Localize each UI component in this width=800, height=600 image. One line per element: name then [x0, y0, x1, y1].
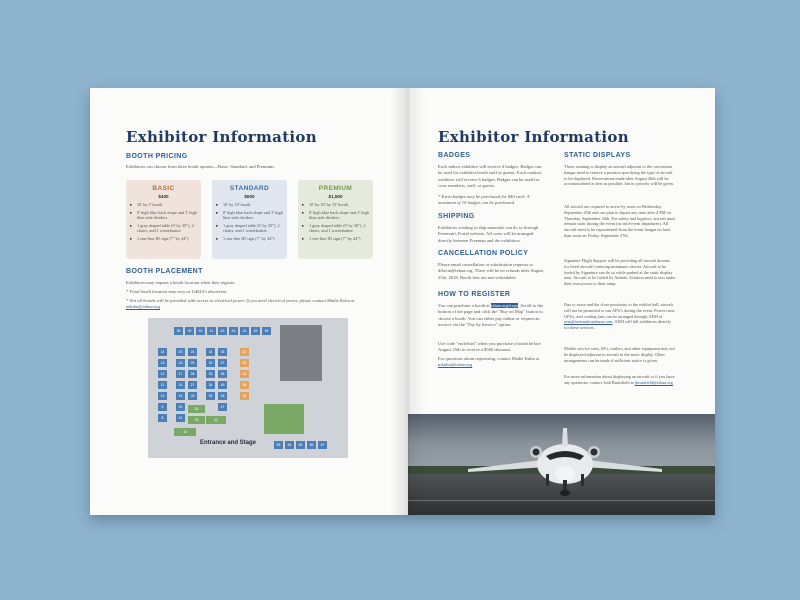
booth-15[interactable]: 15 [176, 348, 185, 356]
booth-54[interactable]: 54 [240, 370, 249, 378]
booth-41[interactable]: 41 [207, 327, 216, 335]
booth-28[interactable]: 28 [188, 392, 197, 400]
card-item: ▸ 1 one-line ID sign (7" by 44") [302, 236, 369, 241]
booth-33[interactable]: 33 [206, 370, 215, 378]
card-tier: STANDARD [229, 185, 270, 192]
booth-40[interactable]: 40 [196, 327, 205, 335]
booth-47[interactable]: 47 [218, 403, 227, 411]
booth-34[interactable]: 34 [206, 381, 215, 389]
card-item: ▸ 8' high blue back drape and 3' high blue side dividers [130, 210, 197, 221]
basic-card [126, 180, 201, 259]
booth-46[interactable]: 46 [262, 327, 271, 335]
entrance-label: Entrance and Stage [199, 440, 256, 446]
static-displays-p5: Mobile service carts, RVs, trailers, and other equipment may not be displayed adjacent to aircraft in the static display. Other arrangements can be made if sufficient notice is given. [564, 346, 675, 363]
static-displays-p4 [564, 302, 676, 331]
booth-55[interactable]: 55 [240, 381, 249, 389]
register-contact-link[interactable]: mkuhn@txbaa.org [438, 362, 473, 368]
booth-27[interactable]: 27 [188, 381, 197, 389]
green-booth-block[interactable] [264, 404, 304, 434]
booth-64[interactable]: 64 [285, 441, 294, 449]
note-2-text: * Not all booths will be provided with access to electrical power. If you need electrical power, please contact Madie Kuhn at [126, 298, 355, 303]
premium-card [298, 180, 373, 259]
standard-card [212, 180, 287, 259]
card-price: $1,500 [328, 194, 343, 199]
booth-pricing-heading: BOOTH PRICING [126, 153, 188, 160]
booth-placement-note-2 [126, 298, 376, 311]
booth-31[interactable]: 31 [206, 348, 215, 356]
shipping-text: Exhibitors wishing to ship materials can do so through Freeman's Portal website. All costs will be arranged directly between Freeman and the exhibitors. [438, 225, 539, 243]
static-displays-p6-start: For more information about displaying an aircraft or if you have any questions, contact Josh Brumfield at [564, 374, 675, 385]
booth-63[interactable]: 63 [274, 441, 283, 449]
static-displays-p4-rest: . AEM will bill exhibitors directly for these services. [564, 319, 671, 331]
booth-45[interactable]: 45 [251, 327, 260, 335]
static-displays-p3: Signature Flight Support will be providing all aircraft docents for fixed aircraft's entering minimum criteria. Aircraft to be fueled by Signature can do so while parked at the static display area. Aircraft to be fueled by Atlantic Aviation need to taxi under their own power to their ramp. [564, 258, 676, 287]
booth-38[interactable]: 38 [174, 327, 183, 335]
card-tier: BASIC [152, 185, 175, 192]
page-title: Exhibitor Information [438, 128, 629, 146]
booth-13[interactable]: 13 [158, 359, 167, 367]
booth-65[interactable]: 65 [296, 441, 305, 449]
booth-48[interactable]: 48 [218, 392, 227, 400]
reserved-area [280, 325, 322, 381]
booth-11[interactable]: 11 [158, 381, 167, 389]
josh-email-link[interactable]: jbrumfield@txbaa.org [634, 379, 673, 385]
booth-67[interactable]: 67 [318, 441, 327, 449]
cancellation-text: Please email cancellation or substitution requests to dflavin@txbaa.org. There will be no refunds after August 25th, 2018. Booth fees are non-refundable. [438, 262, 544, 280]
card-item: ▸ 1 gray draped table (6' by 30"), 2 chairs, and 1 wastebasket [130, 223, 197, 234]
booth-44[interactable]: 44 [240, 327, 249, 335]
badges-text: Each indoor exhibitor will receive 4 badges. Badges can be used for exhibitor booth staff or guests. Each outdoor exhibitor will receive 6 badges. Badges can be used for crew members, staff, or guests. [438, 164, 542, 188]
register-text-3-start: For questions about registering, contact Madie Kuhn at [438, 356, 540, 361]
badges-note: * Extra badges may be purchased for $40 each. A maximum of 10 badges can be purchased. [438, 194, 530, 206]
static-displays-p6 [564, 374, 676, 386]
right-page [408, 88, 715, 515]
card-item: ▸ 10' by 5' booth [130, 202, 197, 207]
booth-32[interactable]: 32 [206, 359, 215, 367]
floor-map [148, 318, 348, 458]
card-item: ▸ 1 gray draped table (6' by 30"), 2 chairs, and 1 wastebasket [216, 223, 283, 234]
booth-53[interactable]: 53 [240, 359, 249, 367]
static-displays-p2: All aircraft are required to arrive by noon on Wednesday, September 25th and can plan to depart any time after 4 PM on Thursday, September 26th. For safety and logistics, aircraft must remain static during the event (no mid-event departures). All aircraft need to be repositioned from the event hangar no later than noon on Friday, September 27th. [564, 204, 676, 238]
register-text-3 [438, 356, 546, 369]
booth-placement-note-1: * Final booth location may vary at TxBAA's discretion. [126, 289, 228, 294]
register-text-1-rest: . Scroll to the bottom of the page and click the "Buy on Map" button to choose a booth. You can either pay online or request an invoice via the "Pay by Invoice" option. [438, 303, 543, 327]
booth-14[interactable]: 14 [158, 348, 167, 356]
booth-8[interactable]: 8 [158, 414, 167, 422]
booth-9[interactable]: 9 [158, 403, 167, 411]
booth-35[interactable]: 35 [206, 392, 215, 400]
booth-66[interactable]: 66 [307, 441, 316, 449]
booth-56[interactable]: 56 [240, 392, 249, 400]
jet-illustration [408, 414, 715, 515]
card-item: ▸ 8' high blue back drape and 3' high blue side dividers [302, 210, 369, 221]
booth-24[interactable]: 24 [188, 348, 197, 356]
card-tier: PREMIUM [318, 185, 353, 192]
card-price: $400 [158, 194, 169, 199]
booth-16[interactable]: 16 [176, 359, 185, 367]
card-item: ▸ 10' by 10' booth [216, 202, 283, 207]
booth-17[interactable]: 17 [176, 370, 185, 378]
jet-photo [408, 414, 715, 515]
register-heading: HOW TO REGISTER [438, 291, 511, 298]
booth-37[interactable]: 37 [218, 359, 227, 367]
booth-placement-heading: BOOTH PLACEMENT [126, 268, 203, 275]
booth-10[interactable]: 10 [174, 428, 196, 436]
card-item: ▸ 10' by 20' by 15' booth [302, 202, 369, 207]
register-text-1 [438, 303, 546, 328]
static-displays-heading: STATIC DISPLAYS [564, 152, 631, 159]
booth-12[interactable]: 12 [158, 370, 167, 378]
shipping-heading: SHIPPING [438, 213, 475, 220]
static-displays-p1: Those wanting to display an aircraft adjacent to the convention hangar need to reserve a position specifying the type of aircraft to be displayed. Reservations made after August 26th will be accommodated as best as possible, but no priority will be given. [564, 164, 675, 187]
booth-42[interactable]: 42 [218, 327, 227, 335]
card-item: ▸ 8' high blue back drape and 3' high blue side dividers [216, 210, 283, 221]
card-item: ▸ 1 one-line ID sign (7" by 44") [216, 236, 283, 241]
booth-30[interactable]: 30 [188, 405, 205, 413]
booth-29[interactable]: 29 [188, 416, 205, 424]
booth-36[interactable]: 36 [218, 348, 227, 356]
badges-heading: BADGES [438, 152, 471, 159]
brochure-spread [90, 88, 715, 515]
aem-email-link[interactable]: aem@internationalaem.com [564, 319, 613, 325]
booth-49[interactable]: 49 [218, 381, 227, 389]
booth-placement-text: Exhibitors may request a booth location when they register. [126, 280, 236, 285]
card-item: ▸ 1 gray draped table (6' by 30"), 2 chairs, and 1 wastebasket [302, 223, 369, 234]
card-price: $600 [244, 194, 255, 199]
expo-link[interactable]: txbaa.org/expo [490, 303, 519, 308]
booth-pricing-intro: Exhibitors can choose from three booth options—Basic, Standard, and Premium: [126, 164, 275, 169]
page-title: Exhibitor Information [126, 128, 317, 146]
booth-26[interactable]: 26 [188, 370, 197, 378]
booth-38[interactable]: 38 [218, 370, 227, 378]
static-displays-p4-start: Due to noise and the close proximity to the exhibit hall, aircraft will not be permitted to run APU's during the event. Power carts, GPUs, and cooling fans can be arranged through AEM at [564, 302, 676, 319]
booth-43[interactable]: 43 [229, 327, 238, 335]
booth-18[interactable]: 18 [176, 381, 185, 389]
booth-10[interactable]: 10 [158, 392, 167, 400]
cancellation-heading: CANCELLATION POLICY [438, 250, 529, 257]
booth-52[interactable]: 52 [240, 348, 249, 356]
card-item: ▸ 1 one-line ID sign (7" by 44") [130, 236, 197, 241]
booth-20[interactable]: 20 [176, 403, 185, 411]
booth-25[interactable]: 25 [188, 359, 197, 367]
register-text-1-start: You can purchase a booth at [438, 303, 490, 308]
booth-22[interactable]: 22 [206, 416, 226, 424]
register-text-2: Use code "earlybird" when you purchase a booth before August 25th to receive a $500 discount. [438, 341, 541, 353]
left-page [90, 88, 408, 515]
booth-21[interactable]: 21 [176, 414, 185, 422]
booth-19[interactable]: 19 [176, 392, 185, 400]
booth-39[interactable]: 39 [185, 327, 194, 335]
contact-email-link[interactable]: mkuhn@txbaa.org [126, 304, 161, 310]
